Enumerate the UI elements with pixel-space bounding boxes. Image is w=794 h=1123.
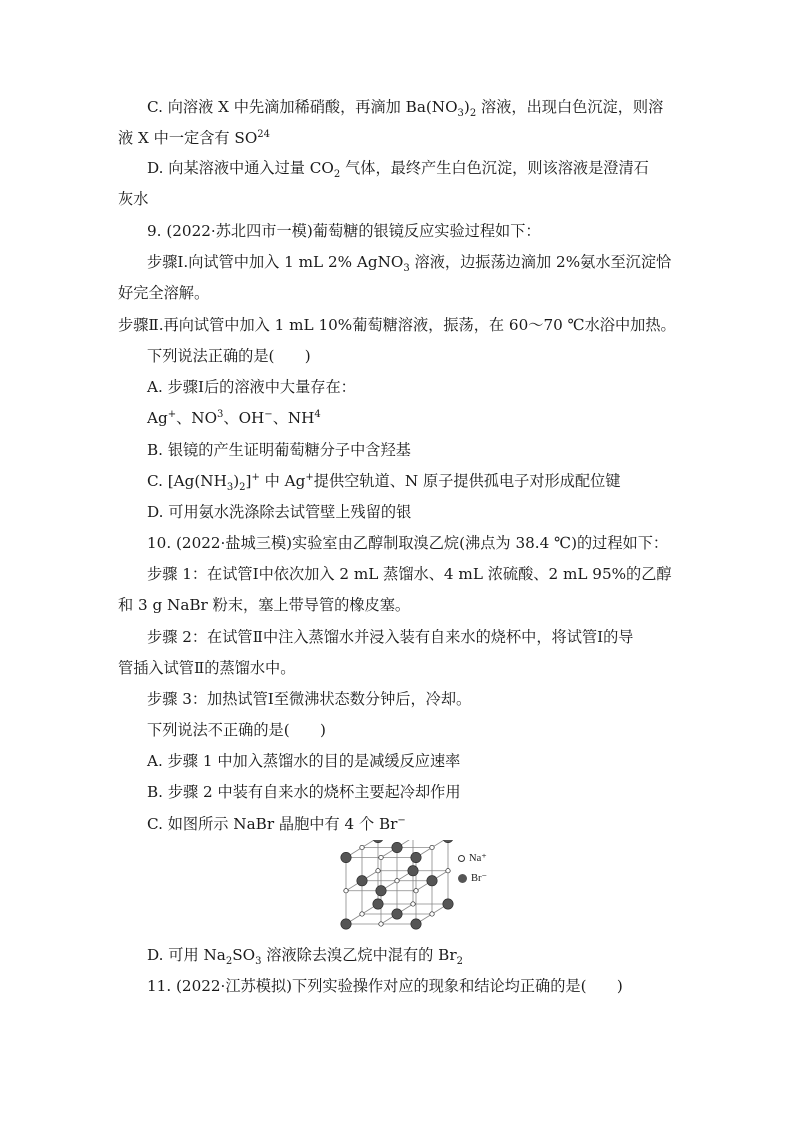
- br-ion: [373, 899, 383, 909]
- q9-option-a: A. 步骤Ⅰ后的溶液中大量存在：: [147, 378, 356, 396]
- q10-option-b: B. 步骤 2 中装有自来水的烧杯主要起冷却作用: [147, 783, 461, 801]
- legend-na: Na⁺: [458, 852, 487, 864]
- br-ion: [373, 840, 383, 843]
- br-ion: [341, 919, 351, 929]
- question-11-stem: 11. (2022·江苏模拟)下列实验操作对应的现象和结论均正确的是( ): [147, 977, 623, 995]
- na-ion: [430, 845, 434, 849]
- q9-option-a-ions: Ag+、$NO^3$、OH−、$NH^4$: [147, 408, 321, 427]
- q10-step1-line2: 和 3 g NaBr 粉末，塞上带导管的橡皮塞。: [118, 596, 411, 614]
- br-ion: [427, 876, 437, 886]
- na-ion: [430, 912, 434, 916]
- br-ion: [411, 919, 421, 929]
- legend-br: Br⁻: [458, 872, 487, 884]
- br-ion: [376, 886, 386, 896]
- na-ion: [379, 855, 383, 859]
- br-ion: [341, 852, 351, 862]
- na-ion-icon: [458, 855, 465, 862]
- na-ion: [414, 889, 418, 893]
- na-ion: [395, 879, 399, 883]
- question-9-stem: 9. (2022·苏北四市一模)葡萄糖的银镜反应实验过程如下：: [147, 222, 541, 240]
- na-ion: [376, 869, 380, 873]
- q10-ask: 下列说法不正确的是( ): [147, 721, 326, 739]
- q9-ask: 下列说法正确的是( ): [147, 347, 311, 365]
- option-c-line1: C. 向溶液 X 中先滴加稀硝酸，再滴加 $Ba(NO_3)_2$ 溶液，出现白色沉淀，则溶: [147, 98, 664, 120]
- question-10-stem: 10. (2022·盐城三模)实验室由乙醇制取溴乙烷(沸点为 38.4 ℃)的过程如下：: [147, 534, 669, 552]
- q10-option-c: C. 如图所示 NaBr 晶胞中有 4 个 Br−: [147, 814, 406, 833]
- q10-step2-line1: 步骤 2：在试管Ⅱ中注入蒸馏水并浸入装有自来水的烧杯中，将试管Ⅰ的导: [147, 628, 634, 646]
- q10-step1-line1: 步骤 1：在试管Ⅰ中依次加入 2 mL 蒸馏水、4 mL 浓硫酸、2 mL 95%的乙醇: [147, 565, 672, 583]
- na-ion: [411, 902, 415, 906]
- br-ion: [443, 899, 453, 909]
- q9-step1-line2: 好完全溶解。: [118, 284, 210, 302]
- option-d-line2: 灰水: [118, 190, 149, 208]
- na-ion: [379, 922, 383, 926]
- option-d-line1: D. 向某溶液中通入过量 $CO_2$ 气体，最终产生白色沉淀，则该溶液是澄清石: [147, 159, 649, 181]
- q10-step3: 步骤 3：加热试管Ⅰ至微沸状态数分钟后，冷却。: [147, 690, 472, 708]
- br-ion: [392, 909, 402, 919]
- q10-option-d: D. 可用 $Na_2SO_3$ 溶液除去溴乙烷中混有的 $Br_2$: [147, 946, 463, 968]
- na-ion: [344, 889, 348, 893]
- option-c-line2: 液 X 中一定含有 SO$^{24}$: [118, 128, 271, 147]
- br-ion: [357, 876, 367, 886]
- br-ion: [408, 866, 418, 876]
- q9-option-b: B. 银镜的产生证明葡萄糖分子中含羟基: [147, 441, 411, 459]
- q10-step2-line2: 管插入试管Ⅱ的蒸馏水中。: [118, 659, 296, 677]
- br-ion: [411, 852, 421, 862]
- na-ion: [360, 912, 364, 916]
- br-ion: [392, 842, 402, 852]
- br-ion: [443, 840, 453, 843]
- q9-step2: 步骤Ⅱ.再向试管中加入 1 mL 10%葡萄糖溶液，振荡，在 60～70 ℃水浴中加热。: [118, 316, 676, 334]
- q10-option-a: A. 步骤 1 中加入蒸馏水的目的是减缓反应速率: [147, 752, 461, 770]
- na-ion: [446, 869, 450, 873]
- q9-step1-line1: 步骤Ⅰ.向试管中加入 1 mL 2% AgNO$_3$ 溶液，边振荡边滴加 2%氨水至沉淀恰: [147, 253, 672, 275]
- na-ion: [360, 845, 364, 849]
- br-ion-icon: [458, 874, 467, 883]
- q9-option-d: D. 可用氨水洗涤除去试管壁上残留的银: [147, 503, 412, 521]
- q9-option-c: C. $[Ag(NH_3)_2]^+$ 中 Ag+提供空轨道、N 原子提供孤电子对形成配位键: [147, 471, 621, 494]
